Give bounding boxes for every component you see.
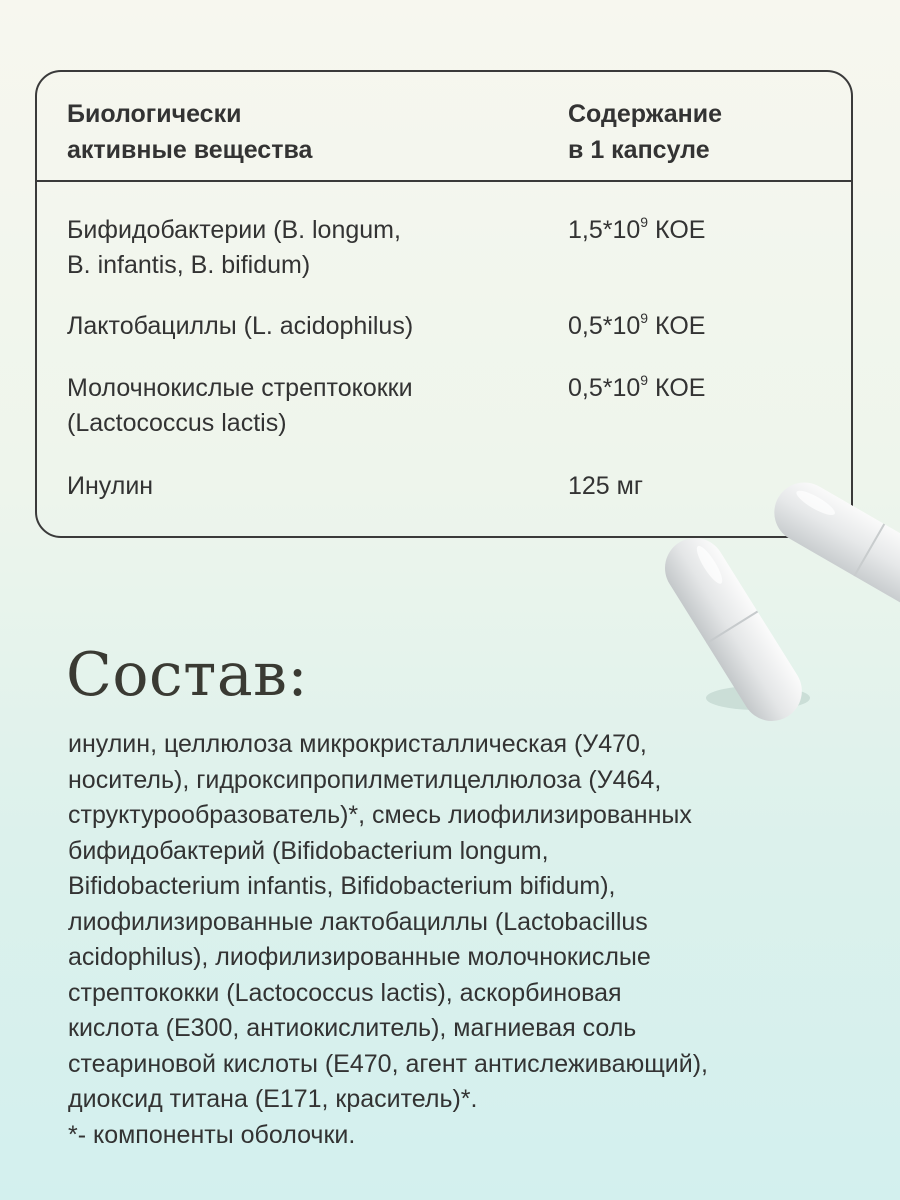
row-amount: $0,5*10^9$ КОЕ xyxy=(568,372,706,402)
row-amount: $0,5*10^9$ КОЕ xyxy=(568,310,706,340)
table-header xyxy=(37,72,851,182)
header-amount: Содержание в 1 капсуле xyxy=(568,100,723,164)
row-substance: Лактобациллы (L. acidophilus) xyxy=(67,312,414,340)
row-amount: $1,5*10^9$ КОЕ xyxy=(568,214,706,244)
composition-title: Состав: xyxy=(66,640,309,710)
row-amount: 125 мг xyxy=(568,472,643,500)
row-substance: Инулин xyxy=(67,472,154,500)
row-substance: Бифидобактерии (B. longum, B. infantis, B. bifidum) xyxy=(67,216,401,279)
row-substance: Молочнокислые стрептококки (Lactococcus lactis) xyxy=(67,374,413,437)
composition-text: инулин, целлюлоза микрокристаллическая (У470, носитель), гидроксипропилметилцеллюлоза (У464, структурообразователь)*, смесь лиофилизированных бифидобактерий (Bifidobacterium longum, Bifidobacterium infantis, Bifidobacterium bifidum), лиофилизированные лактобациллы (Lactobacillus acidophilus), лиофилизированные молочнокислые стрептококки (Lactococcus lactis), аскорбиновая кислота (Е300, антиокислитель), магниевая соль стеариновой кислоты (Е470, агент антислеживающий), диоксид титана (Е171, краситель)*. *- компоненты оболочки. xyxy=(68,730,708,1149)
capsule-image xyxy=(640,520,830,725)
header-substances: Биологически активные вещества xyxy=(67,100,313,164)
nutrient-table xyxy=(35,70,853,538)
